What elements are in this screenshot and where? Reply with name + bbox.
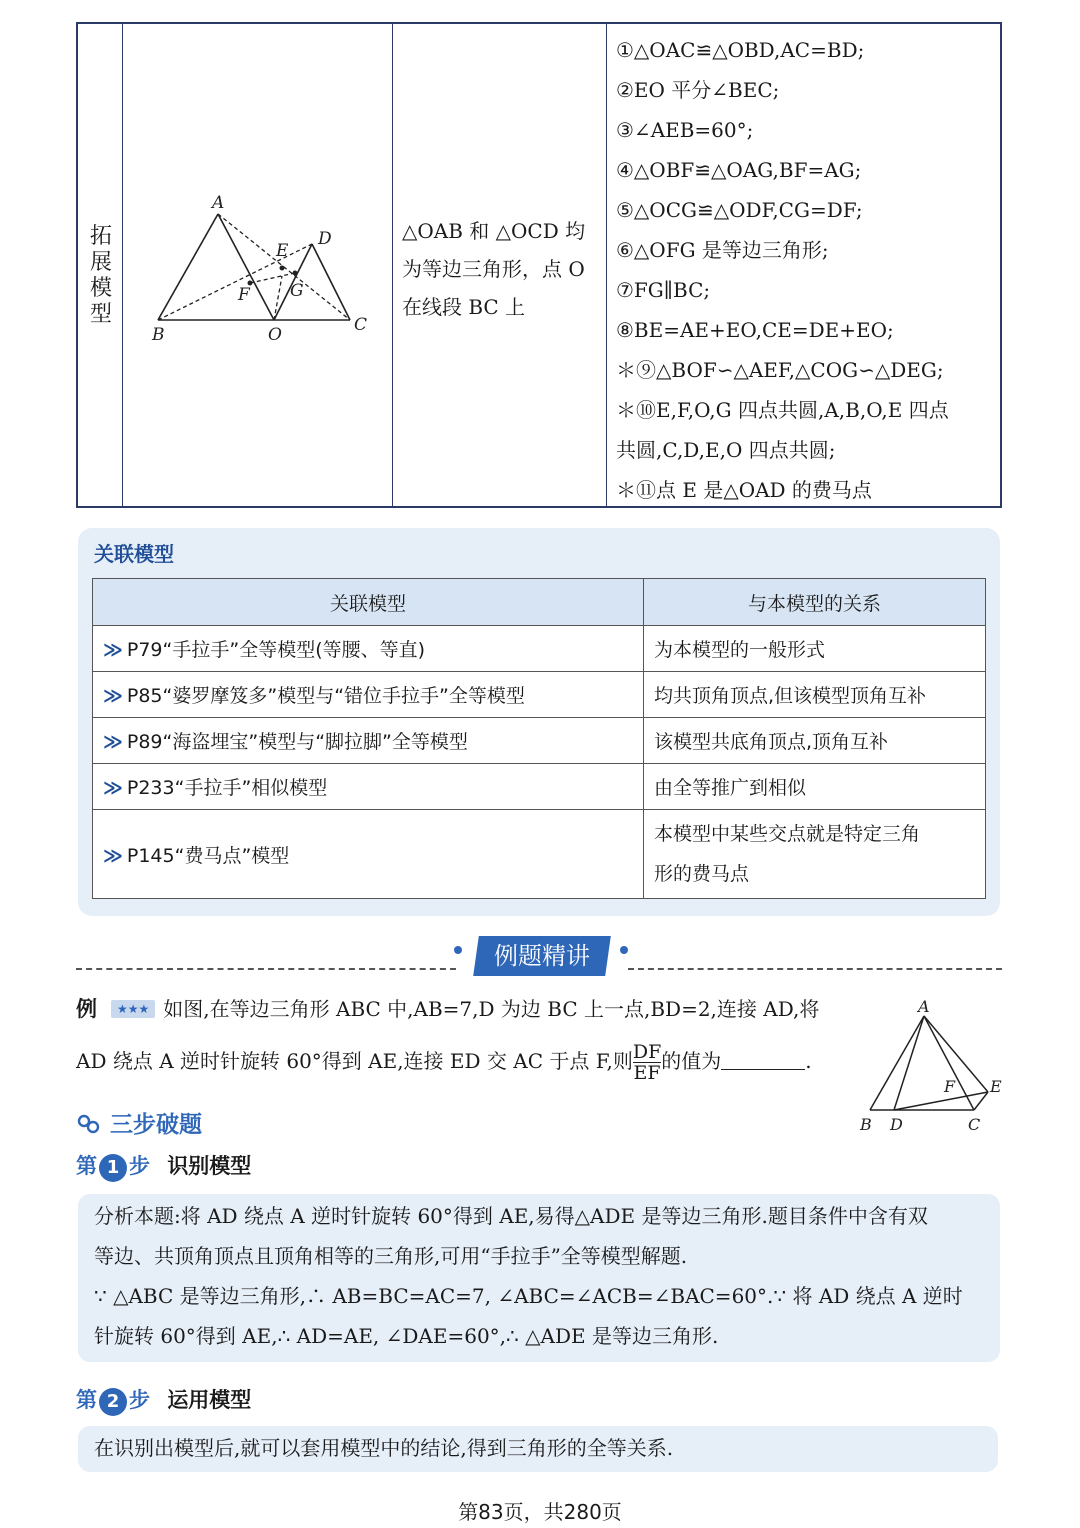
example-text: 如图,在等边三角形 ABC 中,AB=7,D 为边 BC 上一点,BD=2,连接 AD,将: [163, 997, 820, 1021]
table-row: [93, 764, 986, 810]
condition-line: △OAB 和 △OCD 均: [402, 219, 586, 243]
row-label-char: 拓: [89, 224, 112, 249]
related-models-title: 关联模型: [94, 542, 174, 566]
conclusion-line: ③∠AEB=60°;: [616, 118, 754, 142]
related-model-cell[interactable]: [93, 810, 644, 899]
point-label: B: [860, 1115, 872, 1134]
relation-cell: 该模型共底角顶点,顶角互补: [644, 718, 986, 764]
relation-cell: [644, 810, 986, 899]
conclusion-line: ②EO 平分∠BEC;: [616, 78, 780, 102]
step-1-content: [78, 1194, 1000, 1362]
point-label: C: [968, 1115, 981, 1134]
related-model-link[interactable]: P145“费马点”模型: [126, 844, 290, 867]
conclusion-line: 共圆,C,D,E,O 四点共圆;: [616, 438, 836, 462]
double-arrow-icon: ≫: [103, 639, 123, 661]
fraction-denominator: EF: [633, 1062, 661, 1084]
step-number: 2: [99, 1388, 127, 1416]
three-steps-title: [76, 1106, 202, 1139]
example-line-1: [76, 994, 819, 1024]
section-title: [473, 936, 611, 976]
step-prefix: 第: [76, 1154, 97, 1178]
extension-model-figure: [138, 184, 398, 364]
step-number: 1: [99, 1154, 127, 1182]
answer-blank[interactable]: [721, 1049, 805, 1070]
page-number: 第83页，共280页: [458, 1500, 622, 1524]
point-label: A: [212, 193, 225, 213]
step-2-content: [78, 1426, 998, 1472]
conclusion-line: ⑦FG∥BC;: [616, 278, 711, 302]
row-label-char: 模: [89, 276, 112, 301]
column-divider: [606, 24, 607, 506]
step-text-line: 在识别出模型后,就可以套用模型中的结论,得到三角形的全等关系.: [94, 1436, 674, 1460]
step-name: 运用模型: [167, 1388, 252, 1412]
conclusion-line: ⑥△OFG 是等边三角形;: [616, 238, 829, 262]
step-prefix: 第: [76, 1388, 97, 1412]
decor-dot: [454, 946, 462, 954]
row-label-char: 型: [89, 302, 112, 327]
step-name: 识别模型: [167, 1154, 252, 1178]
step-text-line: 等边、共顶角顶点且顶角相等的三角形,可用“手拉手”全等模型解题.: [94, 1244, 688, 1268]
point-label: E: [276, 241, 289, 261]
condition-line: 为等边三角形，点 O: [402, 257, 585, 281]
point-label: D: [890, 1115, 903, 1134]
point-label: G: [290, 281, 304, 301]
table-row: [93, 810, 986, 899]
example-figure: [852, 994, 1032, 1138]
step-suffix: 步: [129, 1388, 150, 1412]
point-label: A: [918, 997, 930, 1016]
point-label: E: [990, 1077, 1002, 1096]
relation-line: 本模型中某些交点就是特定三角: [654, 823, 921, 845]
related-model-link[interactable]: P79“手拉手”全等模型(等腰、等直): [126, 639, 426, 661]
section-title-text: 例题精讲: [494, 942, 590, 970]
double-arrow-icon: ≫: [103, 685, 123, 707]
relation-cell: 均共顶角顶点,但该模型顶角互补: [644, 672, 986, 718]
point-label: C: [354, 315, 368, 335]
decor-dot: [620, 946, 628, 954]
example-line-2: [76, 1042, 812, 1083]
column-header: 关联模型: [93, 579, 644, 626]
fraction-numerator: DF: [632, 1041, 662, 1063]
step-text-line: 分析本题:将 AD 绕点 A 逆时针旋转 60°得到 AE,易得△ADE 是等边三角形.题目条件中含有双: [94, 1204, 928, 1228]
difficulty-badge: ★★★: [111, 1000, 155, 1018]
point-label: F: [944, 1077, 956, 1096]
table-row: [93, 626, 986, 672]
section-divider: [628, 968, 1002, 970]
related-model-link[interactable]: P233“手拉手”相似模型: [126, 777, 328, 799]
column-divider: [122, 24, 123, 506]
step-text-line: 针旋转 60°得到 AE,∴ AD=AE, ∠DAE=60°,∴ △ADE 是等边三角形.: [94, 1324, 719, 1348]
conclusion-line: ⑤△OCG≌△ODF,CG=DF;: [616, 198, 863, 222]
related-models-table: [92, 578, 986, 899]
relation-line: 形的费马点: [654, 863, 750, 885]
point-label: F: [238, 285, 250, 305]
double-arrow-icon: ≫: [103, 777, 123, 799]
example-text: AD 绕点 A 逆时针旋转 60°得到 AE,连接 ED 交 AC 于点 F,则: [76, 1049, 633, 1073]
table-header-row: [93, 579, 986, 626]
conclusion-line: ⑧BE=AE+EO,CE=DE+EO;: [616, 318, 894, 342]
condition-line: 在线段 BC 上: [402, 295, 526, 319]
related-model-cell[interactable]: [93, 764, 644, 810]
table-row: [93, 718, 986, 764]
point-label: D: [318, 229, 332, 249]
step-text-line: ∵ △ABC 是等边三角形,∴ AB=BC=AC=7, ∠ABC=∠ACB=∠BAC=60°.∵ 将 AD 绕点 A 逆时: [94, 1284, 963, 1308]
example-text: 的值为: [661, 1049, 722, 1073]
row-label-char: 展: [89, 250, 112, 275]
conclusion-line: ①△OAC≌△OBD,AC=BD;: [616, 38, 865, 62]
related-model-link[interactable]: P89“海盗埋宝”模型与“脚拉脚”全等模型: [126, 731, 468, 753]
model-conclusions: [616, 30, 1006, 510]
related-model-link[interactable]: P85“婆罗摩笈多”模型与“错位手拉手”全等模型: [126, 685, 525, 707]
conclusion-line: ④△OBF≌△OAG,BF=AG;: [616, 158, 862, 182]
double-arrow-icon: ≫: [103, 844, 123, 867]
fraction: [633, 1042, 661, 1083]
conclusion-line: ＊⑨△BOF∽△AEF,△COG∽△DEG;: [616, 358, 944, 382]
relation-cell: 为本模型的一般形式: [644, 626, 986, 672]
table-row: [93, 672, 986, 718]
extension-model-table: [76, 22, 1002, 508]
related-model-cell[interactable]: [93, 718, 644, 764]
related-model-cell[interactable]: [93, 672, 644, 718]
steps-icon: [76, 1113, 102, 1135]
point-label: B: [152, 325, 165, 345]
conclusion-line: ＊⑩E,F,O,G 四点共圆,A,B,O,E 四点: [616, 398, 949, 422]
column-header: 与本模型的关系: [644, 579, 986, 626]
point-label: O: [268, 325, 282, 345]
three-steps-title-text: 三步破题: [110, 1112, 203, 1138]
section-divider: [76, 968, 456, 970]
example-text: .: [805, 1049, 812, 1073]
row-label: [84, 224, 118, 328]
related-models-panel: [78, 528, 1000, 916]
model-condition: [402, 212, 602, 326]
step-2-title: [76, 1384, 251, 1416]
related-model-cell[interactable]: [93, 626, 644, 672]
double-arrow-icon: ≫: [103, 731, 123, 753]
conclusion-line: ＊⑪点 E 是△OAD 的费马点: [616, 478, 872, 502]
example-label: 例: [76, 997, 97, 1021]
relation-cell: 由全等推广到相似: [644, 764, 986, 810]
step-1-title: [76, 1150, 251, 1182]
step-suffix: 步: [129, 1154, 150, 1178]
